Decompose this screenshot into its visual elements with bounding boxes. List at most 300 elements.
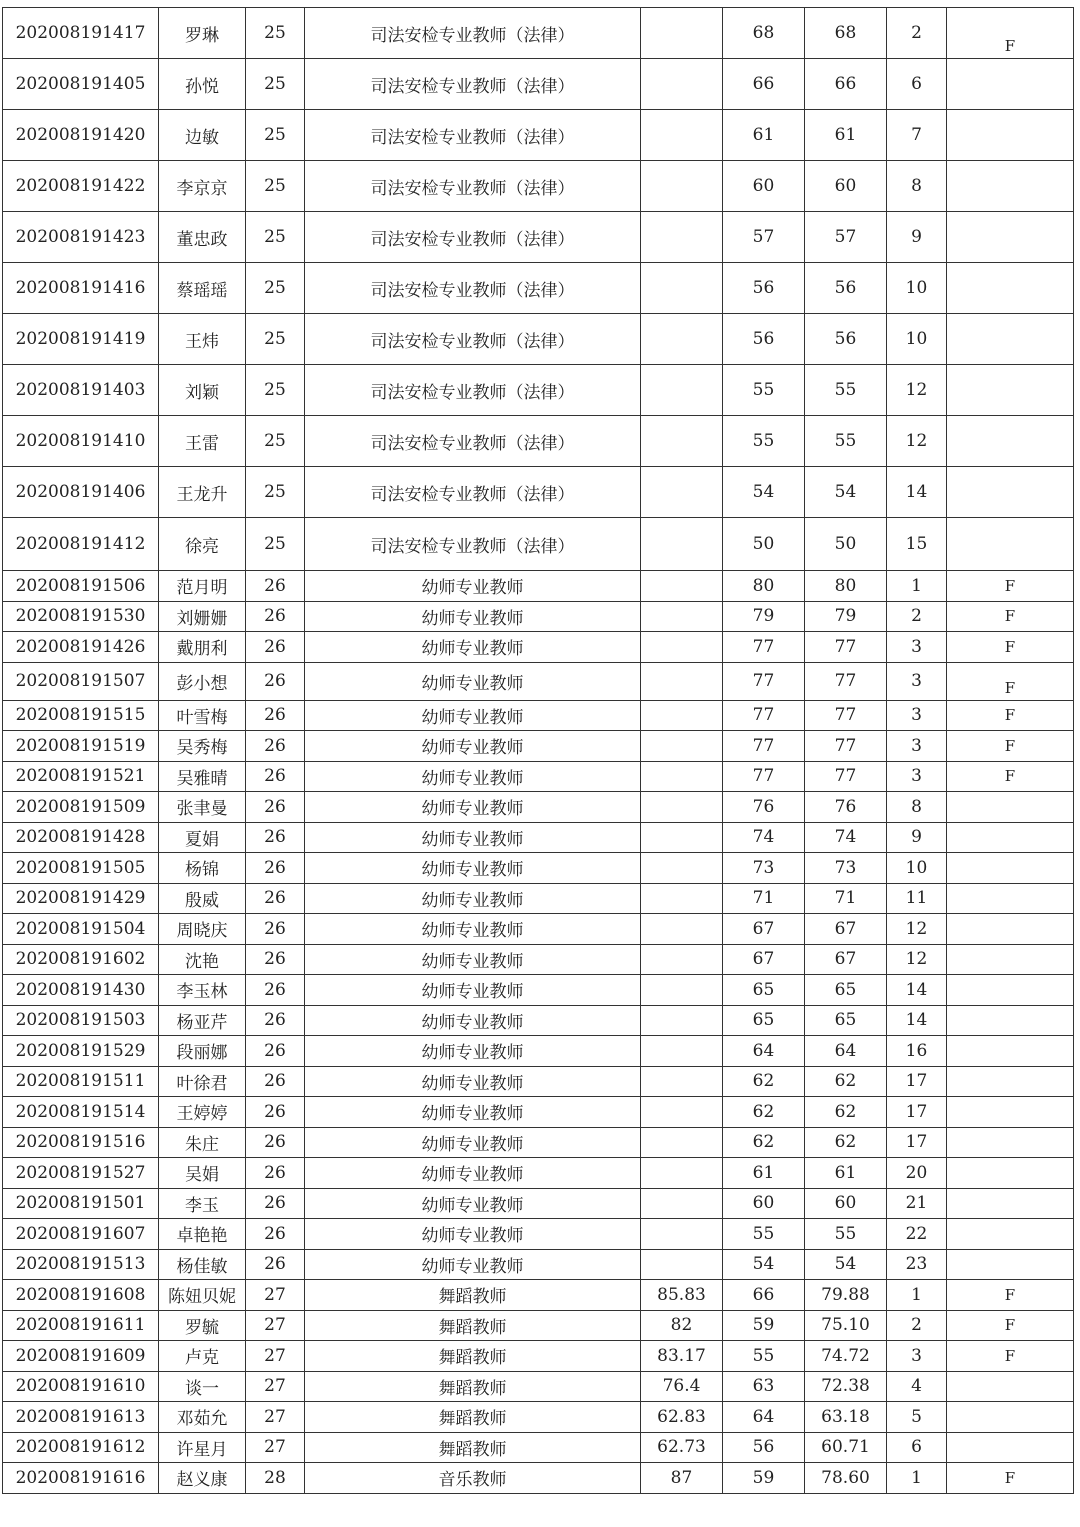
rank-cell: 14 <box>887 975 947 1006</box>
post-title-cell: 幼师专业教师 <box>305 1036 641 1067</box>
candidate-name-cell: 朱庄 <box>159 1127 246 1158</box>
candidate-name-cell: 杨锦 <box>159 853 246 884</box>
table-row <box>3 59 1074 110</box>
rank-cell: 12 <box>887 365 947 416</box>
table-row <box>3 914 1074 945</box>
post-code-cell: 27 <box>246 1432 305 1463</box>
post-code-cell: 26 <box>246 883 305 914</box>
candidate-name-cell: 叶徐君 <box>159 1066 246 1097</box>
table-row <box>3 416 1074 467</box>
written-score-cell: 54 <box>723 1249 805 1280</box>
post-code-cell: 26 <box>246 601 305 632</box>
post-code-cell: 26 <box>246 1158 305 1189</box>
candidate-id-cell: 202008191416 <box>3 263 159 314</box>
skill-score-cell <box>641 700 723 731</box>
candidate-name-cell: 刘颖 <box>159 365 246 416</box>
total-score-cell: 54 <box>805 1249 887 1280</box>
written-score-cell: 62 <box>723 1097 805 1128</box>
table-row <box>3 853 1074 884</box>
rank-cell: 15 <box>887 518 947 571</box>
written-score-cell: 65 <box>723 1005 805 1036</box>
written-score-cell: 59 <box>723 1463 805 1494</box>
post-code-cell: 26 <box>246 1036 305 1067</box>
written-score-cell: 74 <box>723 822 805 853</box>
rank-cell: 5 <box>887 1402 947 1433</box>
rank-cell: 17 <box>887 1066 947 1097</box>
rank-cell: 1 <box>887 1463 947 1494</box>
table-row <box>3 700 1074 731</box>
post-code-cell: 26 <box>246 1066 305 1097</box>
table-row <box>3 1127 1074 1158</box>
candidate-name-cell: 王龙升 <box>159 467 246 518</box>
post-code-cell: 25 <box>246 59 305 110</box>
total-score-cell: 67 <box>805 944 887 975</box>
table-row <box>3 1188 1074 1219</box>
candidate-name-cell: 叶雪梅 <box>159 700 246 731</box>
written-score-cell: 67 <box>723 944 805 975</box>
candidate-name-cell: 孙悦 <box>159 59 246 110</box>
post-title-cell: 司法安检专业教师（法律） <box>305 467 641 518</box>
post-code-cell: 25 <box>246 365 305 416</box>
rank-cell: 2 <box>887 1310 947 1341</box>
note-cell: F <box>947 8 1074 59</box>
table-row <box>3 1097 1074 1128</box>
post-title-cell: 舞蹈教师 <box>305 1402 641 1433</box>
candidate-id-cell: 202008191529 <box>3 1036 159 1067</box>
skill-score-cell: 83.17 <box>641 1341 723 1372</box>
skill-score-cell <box>641 1066 723 1097</box>
rank-cell: 21 <box>887 1188 947 1219</box>
table-row <box>3 1036 1074 1067</box>
candidate-id-cell: 202008191514 <box>3 1097 159 1128</box>
post-title-cell: 幼师专业教师 <box>305 700 641 731</box>
post-code-cell: 25 <box>246 314 305 365</box>
table-row <box>3 467 1074 518</box>
candidate-name-cell: 戴朋利 <box>159 632 246 663</box>
candidate-name-cell: 张聿曼 <box>159 792 246 823</box>
written-score-cell: 55 <box>723 416 805 467</box>
post-title-cell: 舞蹈教师 <box>305 1310 641 1341</box>
candidate-name-cell: 杨亚芹 <box>159 1005 246 1036</box>
table-row <box>3 662 1074 700</box>
candidate-name-cell: 卓艳艳 <box>159 1219 246 1250</box>
table-row <box>3 883 1074 914</box>
written-score-cell: 55 <box>723 365 805 416</box>
candidate-id-cell: 202008191417 <box>3 8 159 59</box>
candidate-name-cell: 周晓庆 <box>159 914 246 945</box>
candidate-id-cell: 202008191519 <box>3 731 159 762</box>
table-row <box>3 792 1074 823</box>
post-code-cell: 26 <box>246 792 305 823</box>
candidate-id-cell: 202008191505 <box>3 853 159 884</box>
candidate-id-cell: 202008191423 <box>3 212 159 263</box>
table-row <box>3 1371 1074 1402</box>
total-score-cell: 62 <box>805 1066 887 1097</box>
post-title-cell: 音乐教师 <box>305 1463 641 1494</box>
skill-score-cell: 85.83 <box>641 1280 723 1311</box>
candidate-id-cell: 202008191429 <box>3 883 159 914</box>
candidate-id-cell: 202008191501 <box>3 1188 159 1219</box>
candidate-id-cell: 202008191612 <box>3 1432 159 1463</box>
table-row <box>3 601 1074 632</box>
candidate-name-cell: 吴娟 <box>159 1158 246 1189</box>
written-score-cell: 77 <box>723 731 805 762</box>
written-score-cell: 64 <box>723 1036 805 1067</box>
post-code-cell: 26 <box>246 1188 305 1219</box>
candidate-id-cell: 202008191611 <box>3 1310 159 1341</box>
candidate-id-cell: 202008191406 <box>3 467 159 518</box>
written-score-cell: 57 <box>723 212 805 263</box>
skill-score-cell <box>641 263 723 314</box>
post-code-cell: 26 <box>246 731 305 762</box>
table-row <box>3 761 1074 792</box>
written-score-cell: 66 <box>723 1280 805 1311</box>
table-row <box>3 110 1074 161</box>
written-score-cell: 62 <box>723 1127 805 1158</box>
written-score-cell: 67 <box>723 914 805 945</box>
post-title-cell: 司法安检专业教师（法律） <box>305 110 641 161</box>
skill-score-cell <box>641 518 723 571</box>
candidate-id-cell: 202008191422 <box>3 161 159 212</box>
note-cell: F <box>947 1463 1074 1494</box>
post-code-cell: 26 <box>246 1249 305 1280</box>
post-code-cell: 25 <box>246 110 305 161</box>
note-cell: F <box>947 761 1074 792</box>
post-title-cell: 幼师专业教师 <box>305 1188 641 1219</box>
note-cell <box>947 212 1074 263</box>
rank-cell: 7 <box>887 110 947 161</box>
results-table <box>2 7 1074 1494</box>
total-score-cell: 65 <box>805 975 887 1006</box>
skill-score-cell <box>641 1158 723 1189</box>
candidate-id-cell: 202008191513 <box>3 1249 159 1280</box>
post-title-cell: 舞蹈教师 <box>305 1432 641 1463</box>
total-score-cell: 74 <box>805 822 887 853</box>
skill-score-cell <box>641 914 723 945</box>
skill-score-cell <box>641 571 723 602</box>
post-code-cell: 27 <box>246 1371 305 1402</box>
rank-cell: 1 <box>887 1280 947 1311</box>
candidate-id-cell: 202008191511 <box>3 1066 159 1097</box>
note-cell <box>947 1036 1074 1067</box>
post-code-cell: 25 <box>246 161 305 212</box>
written-score-cell: 60 <box>723 1188 805 1219</box>
table-row <box>3 1158 1074 1189</box>
note-cell <box>947 914 1074 945</box>
rank-cell: 4 <box>887 1371 947 1402</box>
written-score-cell: 77 <box>723 632 805 663</box>
candidate-id-cell: 202008191602 <box>3 944 159 975</box>
total-score-cell: 77 <box>805 632 887 663</box>
candidate-id-cell: 202008191616 <box>3 1463 159 1494</box>
written-score-cell: 54 <box>723 467 805 518</box>
table-row <box>3 1249 1074 1280</box>
post-code-cell: 25 <box>246 416 305 467</box>
note-cell <box>947 1158 1074 1189</box>
skill-score-cell <box>641 365 723 416</box>
post-code-cell: 26 <box>246 1127 305 1158</box>
total-score-cell: 63.18 <box>805 1402 887 1433</box>
post-title-cell: 幼师专业教师 <box>305 975 641 1006</box>
post-code-cell: 26 <box>246 1005 305 1036</box>
note-cell: F <box>947 601 1074 632</box>
table-row <box>3 1463 1074 1494</box>
rank-cell: 3 <box>887 761 947 792</box>
rank-cell: 3 <box>887 662 947 700</box>
results-table-body <box>3 8 1074 1494</box>
skill-score-cell: 62.83 <box>641 1402 723 1433</box>
rank-cell: 2 <box>887 601 947 632</box>
total-score-cell: 71 <box>805 883 887 914</box>
note-cell <box>947 110 1074 161</box>
skill-score-cell <box>641 632 723 663</box>
note-cell <box>947 1371 1074 1402</box>
total-score-cell: 55 <box>805 365 887 416</box>
skill-score-cell <box>641 110 723 161</box>
total-score-cell: 79.88 <box>805 1280 887 1311</box>
candidate-name-cell: 殷威 <box>159 883 246 914</box>
post-code-cell: 26 <box>246 571 305 602</box>
post-title-cell: 幼师专业教师 <box>305 1127 641 1158</box>
note-cell <box>947 883 1074 914</box>
post-title-cell: 司法安检专业教师（法律） <box>305 263 641 314</box>
rank-cell: 8 <box>887 161 947 212</box>
rank-cell: 17 <box>887 1097 947 1128</box>
post-code-cell: 26 <box>246 761 305 792</box>
post-code-cell: 26 <box>246 853 305 884</box>
candidate-name-cell: 蔡瑶瑶 <box>159 263 246 314</box>
post-title-cell: 幼师专业教师 <box>305 1219 641 1250</box>
total-score-cell: 72.38 <box>805 1371 887 1402</box>
candidate-name-cell: 卢克 <box>159 1341 246 1372</box>
post-title-cell: 幼师专业教师 <box>305 632 641 663</box>
candidate-id-cell: 202008191609 <box>3 1341 159 1372</box>
skill-score-cell <box>641 601 723 632</box>
skill-score-cell: 76.4 <box>641 1371 723 1402</box>
note-cell <box>947 263 1074 314</box>
note-cell <box>947 59 1074 110</box>
rank-cell: 3 <box>887 632 947 663</box>
post-code-cell: 26 <box>246 822 305 853</box>
rank-cell: 3 <box>887 731 947 762</box>
post-title-cell: 司法安检专业教师（法律） <box>305 518 641 571</box>
total-score-cell: 62 <box>805 1127 887 1158</box>
post-code-cell: 27 <box>246 1402 305 1433</box>
note-cell: F <box>947 1310 1074 1341</box>
total-score-cell: 80 <box>805 571 887 602</box>
total-score-cell: 60 <box>805 161 887 212</box>
post-title-cell: 舞蹈教师 <box>305 1341 641 1372</box>
note-cell <box>947 365 1074 416</box>
post-code-cell: 25 <box>246 8 305 59</box>
post-title-cell: 幼师专业教师 <box>305 601 641 632</box>
candidate-id-cell: 202008191428 <box>3 822 159 853</box>
skill-score-cell <box>641 853 723 884</box>
candidate-name-cell: 许星月 <box>159 1432 246 1463</box>
skill-score-cell <box>641 1249 723 1280</box>
rank-cell: 12 <box>887 944 947 975</box>
note-cell <box>947 975 1074 1006</box>
note-cell <box>947 416 1074 467</box>
skill-score-cell <box>641 212 723 263</box>
candidate-id-cell: 202008191410 <box>3 416 159 467</box>
post-code-cell: 26 <box>246 1097 305 1128</box>
rank-cell: 17 <box>887 1127 947 1158</box>
note-cell <box>947 518 1074 571</box>
skill-score-cell <box>641 944 723 975</box>
post-title-cell: 幼师专业教师 <box>305 914 641 945</box>
total-score-cell: 77 <box>805 700 887 731</box>
table-row <box>3 1066 1074 1097</box>
written-score-cell: 73 <box>723 853 805 884</box>
candidate-id-cell: 202008191503 <box>3 1005 159 1036</box>
candidate-name-cell: 吴雅晴 <box>159 761 246 792</box>
table-row <box>3 1402 1074 1433</box>
skill-score-cell <box>641 731 723 762</box>
written-score-cell: 50 <box>723 518 805 571</box>
skill-score-cell <box>641 1127 723 1158</box>
candidate-name-cell: 沈艳 <box>159 944 246 975</box>
candidate-name-cell: 王炜 <box>159 314 246 365</box>
note-cell: F <box>947 731 1074 762</box>
table-row <box>3 632 1074 663</box>
post-code-cell: 27 <box>246 1310 305 1341</box>
skill-score-cell <box>641 1036 723 1067</box>
candidate-id-cell: 202008191608 <box>3 1280 159 1311</box>
note-cell <box>947 792 1074 823</box>
post-code-cell: 27 <box>246 1280 305 1311</box>
rank-cell: 12 <box>887 416 947 467</box>
written-score-cell: 77 <box>723 761 805 792</box>
rank-cell: 14 <box>887 1005 947 1036</box>
post-title-cell: 幼师专业教师 <box>305 853 641 884</box>
post-code-cell: 25 <box>246 263 305 314</box>
candidate-name-cell: 段丽娜 <box>159 1036 246 1067</box>
candidate-id-cell: 202008191405 <box>3 59 159 110</box>
table-row <box>3 1219 1074 1250</box>
table-row <box>3 1310 1074 1341</box>
table-row <box>3 365 1074 416</box>
total-score-cell: 76 <box>805 792 887 823</box>
skill-score-cell <box>641 467 723 518</box>
table-row <box>3 8 1074 59</box>
post-title-cell: 幼师专业教师 <box>305 1005 641 1036</box>
table-row <box>3 314 1074 365</box>
post-title-cell: 幼师专业教师 <box>305 822 641 853</box>
rank-cell: 6 <box>887 59 947 110</box>
note-cell: F <box>947 1280 1074 1311</box>
candidate-name-cell: 吴秀梅 <box>159 731 246 762</box>
written-score-cell: 61 <box>723 1158 805 1189</box>
post-code-cell: 25 <box>246 212 305 263</box>
table-row <box>3 263 1074 314</box>
note-cell <box>947 944 1074 975</box>
total-score-cell: 78.60 <box>805 1463 887 1494</box>
written-score-cell: 63 <box>723 1371 805 1402</box>
rank-cell: 20 <box>887 1158 947 1189</box>
note-cell: F <box>947 571 1074 602</box>
skill-score-cell <box>641 59 723 110</box>
candidate-name-cell: 杨佳敏 <box>159 1249 246 1280</box>
total-score-cell: 60 <box>805 1188 887 1219</box>
total-score-cell: 75.10 <box>805 1310 887 1341</box>
skill-score-cell: 82 <box>641 1310 723 1341</box>
written-score-cell: 59 <box>723 1310 805 1341</box>
table-row <box>3 975 1074 1006</box>
results-table-container <box>2 7 1074 1494</box>
written-score-cell: 55 <box>723 1219 805 1250</box>
total-score-cell: 54 <box>805 467 887 518</box>
total-score-cell: 50 <box>805 518 887 571</box>
rank-cell: 10 <box>887 853 947 884</box>
post-title-cell: 舞蹈教师 <box>305 1371 641 1402</box>
rank-cell: 3 <box>887 1341 947 1372</box>
written-score-cell: 68 <box>723 8 805 59</box>
rank-cell: 1 <box>887 571 947 602</box>
table-row <box>3 212 1074 263</box>
post-title-cell: 幼师专业教师 <box>305 944 641 975</box>
rank-cell: 8 <box>887 792 947 823</box>
written-score-cell: 71 <box>723 883 805 914</box>
skill-score-cell <box>641 161 723 212</box>
post-title-cell: 幼师专业教师 <box>305 662 641 700</box>
post-code-cell: 28 <box>246 1463 305 1494</box>
candidate-id-cell: 202008191507 <box>3 662 159 700</box>
note-cell <box>947 1402 1074 1433</box>
post-title-cell: 司法安检专业教师（法律） <box>305 161 641 212</box>
note-cell <box>947 1249 1074 1280</box>
candidate-name-cell: 李玉林 <box>159 975 246 1006</box>
note-cell: F <box>947 662 1074 700</box>
rank-cell: 6 <box>887 1432 947 1463</box>
post-title-cell: 幼师专业教师 <box>305 571 641 602</box>
total-score-cell: 77 <box>805 761 887 792</box>
written-score-cell: 77 <box>723 700 805 731</box>
candidate-name-cell: 夏娟 <box>159 822 246 853</box>
post-code-cell: 26 <box>246 944 305 975</box>
candidate-name-cell: 董忠政 <box>159 212 246 263</box>
total-score-cell: 79 <box>805 601 887 632</box>
rank-cell: 10 <box>887 314 947 365</box>
note-cell <box>947 161 1074 212</box>
total-score-cell: 77 <box>805 731 887 762</box>
total-score-cell: 77 <box>805 662 887 700</box>
note-cell <box>947 1066 1074 1097</box>
candidate-id-cell: 202008191412 <box>3 518 159 571</box>
candidate-name-cell: 李京京 <box>159 161 246 212</box>
candidate-name-cell: 罗毓 <box>159 1310 246 1341</box>
table-row <box>3 1005 1074 1036</box>
candidate-id-cell: 202008191527 <box>3 1158 159 1189</box>
note-cell: F <box>947 1341 1074 1372</box>
skill-score-cell <box>641 314 723 365</box>
post-title-cell: 幼师专业教师 <box>305 731 641 762</box>
post-title-cell: 司法安检专业教师（法律） <box>305 365 641 416</box>
post-title-cell: 司法安检专业教师（法律） <box>305 314 641 365</box>
note-cell: F <box>947 700 1074 731</box>
candidate-name-cell: 刘姗姗 <box>159 601 246 632</box>
post-code-cell: 25 <box>246 518 305 571</box>
written-score-cell: 80 <box>723 571 805 602</box>
candidate-id-cell: 202008191420 <box>3 110 159 161</box>
rank-cell: 2 <box>887 8 947 59</box>
skill-score-cell: 87 <box>641 1463 723 1494</box>
skill-score-cell <box>641 792 723 823</box>
table-row <box>3 822 1074 853</box>
written-score-cell: 64 <box>723 1402 805 1433</box>
rank-cell: 3 <box>887 700 947 731</box>
skill-score-cell <box>641 822 723 853</box>
